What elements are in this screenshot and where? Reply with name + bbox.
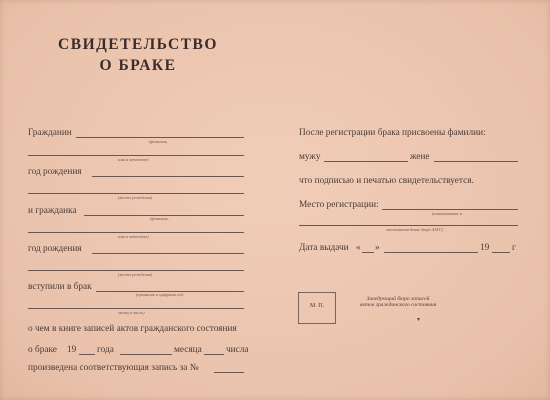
certificate-title [48, 36, 228, 75]
title-line-1: СВИДЕТЕЛЬСТВО [58, 36, 218, 53]
record-month-line [120, 354, 172, 355]
citizen-f-line-2 [28, 232, 244, 233]
hint-place-b: местонахождение бюро ЗАГС) [386, 227, 444, 232]
made-record-text: произведена соответствующая запись за № [28, 363, 199, 373]
record-number-line [214, 372, 244, 373]
birth-year-line-1 [92, 176, 244, 177]
husband-line [324, 161, 408, 162]
birth-year-label-2: год рождения [28, 244, 82, 254]
issue-month-line [384, 252, 478, 253]
stamp-box [298, 292, 336, 324]
about-marriage: о браке [28, 345, 57, 355]
stamp-label: М. П. [309, 303, 325, 309]
hint-surname: (фамилия, [149, 139, 168, 144]
certified-line: что подписью и печатью свидетельствуется. [299, 176, 474, 186]
record-year-prefix: 19 [67, 345, 77, 355]
surnames-line: После регистрации брака присвоены фамилии: [299, 128, 486, 138]
hint-date-a: (прописью и цифрами год, [136, 292, 184, 297]
hint-surname-f: (фамилия, [150, 216, 169, 221]
head-line-1: Заведующий бюро записей [366, 296, 430, 302]
issue-label: Дата выдачи [299, 243, 349, 253]
hint-birthplace-1: (место рождения) [118, 195, 153, 200]
hint-place-a: (наименование и [432, 211, 463, 216]
citizen-line-2 [28, 155, 244, 156]
husband-label: мужу [299, 152, 321, 162]
record-year-line [79, 354, 95, 355]
hint-date-b: месяц и число) [118, 310, 145, 315]
birth-year-label-1: год рождения [28, 167, 82, 177]
issue-year-suffix: г [512, 243, 516, 253]
citizen-line [76, 137, 244, 138]
place-line-2 [299, 225, 518, 226]
record-day-word: числа [226, 345, 249, 355]
married-label: вступили в брак [28, 282, 92, 292]
title-line-2: О БРАКЕ [99, 57, 177, 74]
birthplace-line-2 [28, 270, 244, 271]
wife-line [434, 161, 518, 162]
place-label: Место регистрации: [299, 200, 379, 210]
birthplace-line-1 [28, 193, 244, 194]
issue-year-prefix: 19 [480, 243, 490, 253]
record-year-word: года [97, 345, 114, 355]
hint-name-f: имя и отчество) [118, 234, 149, 239]
married-line-2 [28, 308, 244, 309]
record-line-text: о чем в книге записей актов гражданского состояния [28, 324, 237, 334]
wife-label: жене [410, 152, 430, 162]
signature-mark: ▾ [417, 317, 421, 323]
birth-year-line-2 [92, 253, 244, 254]
record-month-word: месяца [174, 345, 202, 355]
citizen-f-label: и гражданка [28, 206, 77, 216]
issue-quote-open: « [356, 243, 361, 253]
hint-birthplace-2: (место рождения) [118, 272, 153, 277]
place-line [382, 209, 518, 210]
citizen-label: Гражданин [28, 128, 72, 138]
hint-name: имя и отчество) [118, 157, 149, 162]
issue-year-line [492, 252, 510, 253]
issue-day-line [362, 252, 374, 253]
issue-quote-close: » [375, 243, 380, 253]
head-line-2: актов гражданского состояния [359, 302, 437, 308]
head-signature-caption [338, 296, 458, 308]
record-day-line [204, 354, 224, 355]
